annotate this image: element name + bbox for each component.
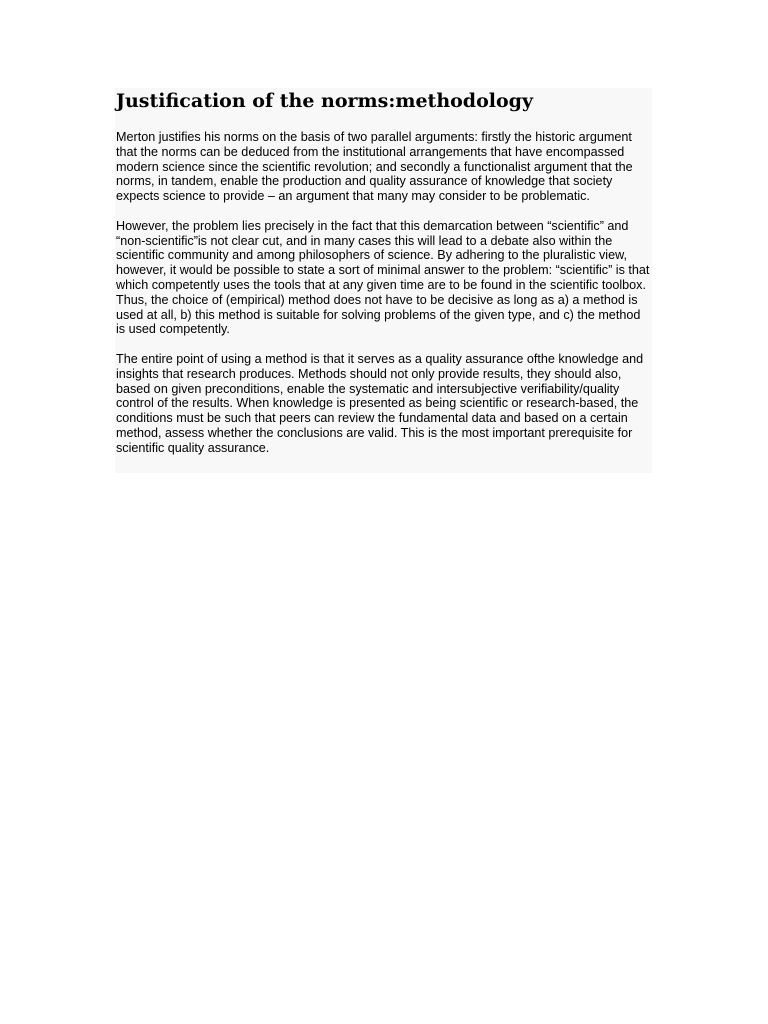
paragraph-1: Merton justifies his norms on the basis of two parallel arguments: firstly the historic argument that the norms can be deduced from the institutional arrangements that have encompassed modern science since the scientific revolution; and secondly a functionalist argument that the norms, in tandem, enable the production and quality assurance of knowledge that society expects science to provide – an argument that many may consider to be problematic. [116, 130, 633, 204]
document-title: Justification of the norms:methodology [116, 90, 533, 112]
document-content [115, 88, 652, 473]
paragraph-2: However, the problem lies precisely in the fact that this demarcation between “scientific” and “non-scientific”is not clear cut, and in many cases this will lead to a debate also within the scientific community and among philosophers of science. By adhering to the pluralistic view, however, it would be possible to state a sort of minimal answer to the problem: “scientific” is that which competently uses the tools that at any given time are to be found in the scientific toolbox. Thus, the choice of (empirical) method does not have to be decisive as long as a) a method is used at all, b) this method is suitable for solving problems of the given type, and c) the method is used competently. [116, 218, 650, 337]
paragraph-3: The entire point of using a method is that it serves as a quality assurance ofthe knowledge and insights that research produces. Methods should not only provide results, they should also, based on given preconditions, enable the systematic and intersubjective verifiability/quality control of the results. When knowledge is presented as being scientific or research-based, the conditions must be such that peers can review the fundamental data and based on a certain method, assess whether the conclusions are valid. This is the most important prerequisite for scientific quality assurance. [116, 351, 644, 455]
